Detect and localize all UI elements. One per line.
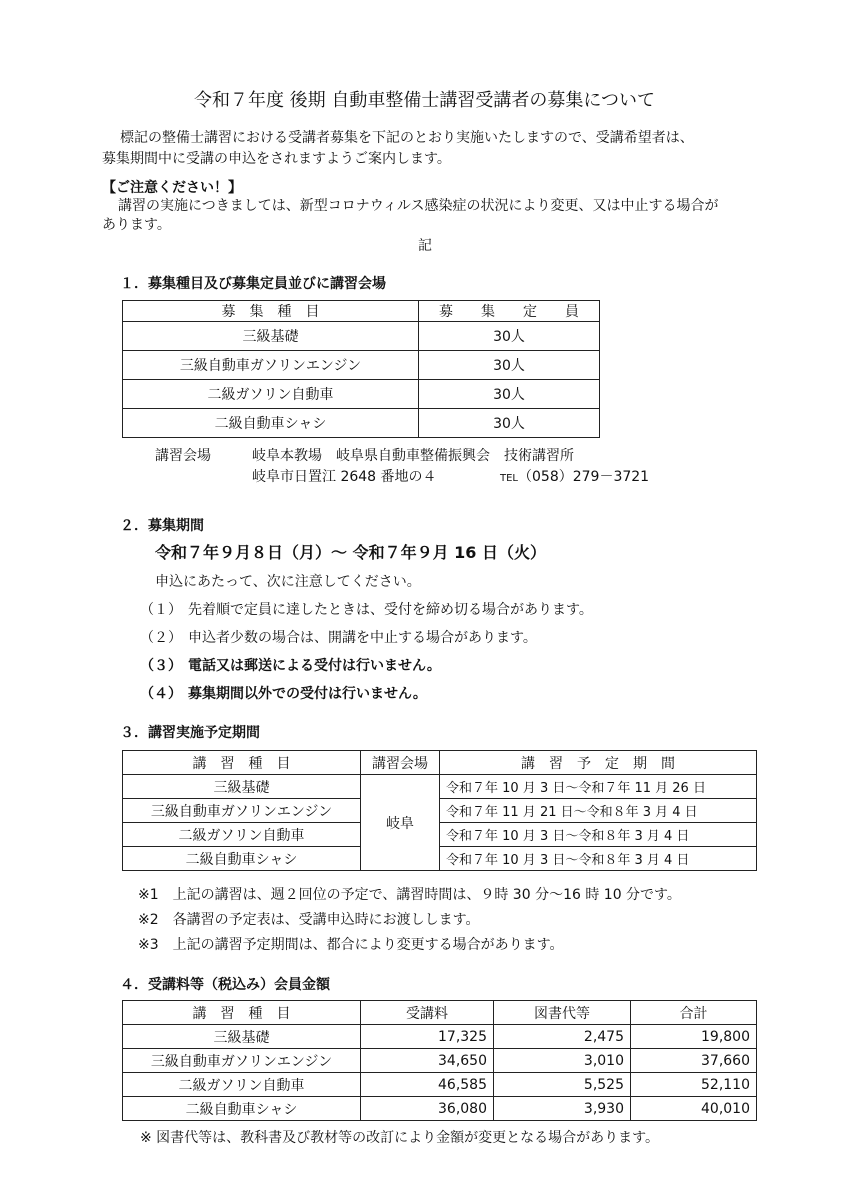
course-cell: 二級自動車シャシ xyxy=(123,409,419,438)
table-row xyxy=(123,823,757,847)
phone-number xyxy=(500,467,649,489)
venue-label: 講習会場 xyxy=(155,448,211,464)
schedule-note-1: ※1 上記の講習は、週２回位の予定で、講習時間は、９時 30 分～16 時 10 分です。 xyxy=(138,887,681,903)
note-text: 募集期間以外での受付は行いません。 xyxy=(188,686,427,702)
header-period: 講 習 予 定 期 間 xyxy=(440,751,757,775)
header-total: 合計 xyxy=(631,1001,757,1025)
table-row xyxy=(123,1025,757,1049)
table-row xyxy=(123,1097,757,1121)
fee-cell: 34,650 xyxy=(361,1049,494,1073)
note-1 xyxy=(140,600,593,621)
books-cell: 2,475 xyxy=(494,1025,631,1049)
header-course: 講 習 種 目 xyxy=(123,751,361,775)
table-row xyxy=(123,847,757,871)
course-cell: 二級ガソリン自動車 xyxy=(123,1073,361,1097)
note-text: 先着順で定員に達したときは、受付を締め切る場合があります。 xyxy=(188,602,593,618)
header-course: 募 集 種 目 xyxy=(123,301,419,322)
table-row xyxy=(123,775,757,799)
table-header-row xyxy=(123,301,600,322)
note-number: （３） xyxy=(140,658,182,674)
fee-table xyxy=(122,1000,757,1121)
table-row xyxy=(123,409,600,438)
note-2 xyxy=(140,628,537,649)
header-capacity: 募 集 定 員 xyxy=(419,301,600,322)
course-cell: 三級自動車ガソリンエンジン xyxy=(123,351,419,380)
capacity-cell: 30人 xyxy=(419,322,600,351)
table-row xyxy=(123,1049,757,1073)
notice-line-2: あります。 xyxy=(102,217,171,233)
capacity-cell: 30人 xyxy=(419,409,600,438)
course-cell: 三級基礎 xyxy=(123,322,419,351)
note-3 xyxy=(140,656,441,677)
table-header-row xyxy=(123,751,757,775)
note-number: （２） xyxy=(140,630,182,646)
recruit-table xyxy=(122,300,600,438)
period-cell: 令和７年 10 月 3 日～令和８年 3 月 4 日 xyxy=(440,823,757,847)
total-cell: 40,010 xyxy=(631,1097,757,1121)
course-cell: 三級基礎 xyxy=(123,775,361,799)
books-cell: 3,930 xyxy=(494,1097,631,1121)
books-cell: 3,010 xyxy=(494,1049,631,1073)
note-4 xyxy=(140,684,427,705)
recruit-period: 令和７年９月８日（月）～ 令和７年９月 16 日（火） xyxy=(155,543,546,562)
venue-name: 岐阜本教場 岐阜県自動車整備振興会 技術講習所 xyxy=(252,448,574,464)
header-venue: 講習会場 xyxy=(361,751,440,775)
capacity-cell: 30人 xyxy=(419,351,600,380)
header-books: 図書代等 xyxy=(494,1001,631,1025)
note-intro: 申込にあたって、次に注意してください。 xyxy=(155,574,421,590)
schedule-note-3: ※3 上記の講習予定期間は、都合により変更する場合があります。 xyxy=(138,937,564,953)
tel-number: （058）279－3721 xyxy=(518,469,650,485)
intro-line-2: 募集期間中に受講の申込をされますようご案内します。 xyxy=(102,151,451,167)
section3-heading: ３．講習実施予定期間 xyxy=(120,725,260,741)
notice-heading: 【ご注意ください！】 xyxy=(102,180,242,196)
section1-heading: １．募集種目及び募集定員並びに講習会場 xyxy=(120,276,386,292)
section2-heading: ２．募集期間 xyxy=(120,518,204,534)
schedule-table xyxy=(122,750,757,871)
course-cell: 二級自動車シャシ xyxy=(123,847,361,871)
page-title: 令和７年度 後期 自動車整備士講習受講者の募集について xyxy=(193,90,656,111)
course-cell: 三級自動車ガソリンエンジン xyxy=(123,799,361,823)
intro-line-1: 標記の整備士講習における受講者募集を下記のとおり実施いたしますので、受講希望者は、 xyxy=(120,130,694,146)
table-row xyxy=(123,799,757,823)
notice-line-1: 講習の実施につきましては、新型コロナウィルス感染症の状況により変更、又は中止する場合が xyxy=(118,198,719,214)
total-cell: 19,800 xyxy=(631,1025,757,1049)
note-number: （４） xyxy=(140,686,182,702)
course-cell: 二級自動車シャシ xyxy=(123,1097,361,1121)
section4-heading: ４．受講料等（税込み）会員金額 xyxy=(120,977,330,993)
table-row xyxy=(123,1073,757,1097)
note-number: （１） xyxy=(140,602,182,618)
period-cell: 令和７年 10 月 3 日～令和８年 3 月 4 日 xyxy=(440,847,757,871)
total-cell: 37,660 xyxy=(631,1049,757,1073)
course-cell: 三級自動車ガソリンエンジン xyxy=(123,1049,361,1073)
fee-note: ※ 図書代等は、教科書及び教材等の改訂により金額が変更となる場合があります。 xyxy=(140,1130,660,1146)
course-cell: 二級ガソリン自動車 xyxy=(123,380,419,409)
venue-address: 岐阜市日置江 2648 番地の４ xyxy=(252,469,437,485)
table-row xyxy=(123,322,600,351)
header-course: 講 習 種 目 xyxy=(123,1001,361,1025)
course-cell: 三級基礎 xyxy=(123,1025,361,1049)
period-cell: 令和７年 10 月 3 日～令和７年 11 月 26 日 xyxy=(440,775,757,799)
tel-label: TEL xyxy=(500,473,518,484)
capacity-cell: 30人 xyxy=(419,380,600,409)
fee-cell: 17,325 xyxy=(361,1025,494,1049)
note-text: 電話又は郵送による受付は行いません。 xyxy=(188,658,441,674)
ki-mark: 記 xyxy=(418,238,432,254)
books-cell: 5,525 xyxy=(494,1073,631,1097)
header-fee: 受講料 xyxy=(361,1001,494,1025)
table-row xyxy=(123,351,600,380)
fee-cell: 36,080 xyxy=(361,1097,494,1121)
note-text: 申込者少数の場合は、開講を中止する場合があります。 xyxy=(188,630,537,646)
table-row xyxy=(123,380,600,409)
schedule-note-2: ※2 各講習の予定表は、受講申込時にお渡しします。 xyxy=(138,912,480,928)
period-cell: 令和７年 11 月 21 日～令和８年 3 月 4 日 xyxy=(440,799,757,823)
table-header-row xyxy=(123,1001,757,1025)
fee-cell: 46,585 xyxy=(361,1073,494,1097)
course-cell: 二級ガソリン自動車 xyxy=(123,823,361,847)
venue-cell: 岐阜 xyxy=(361,775,440,871)
total-cell: 52,110 xyxy=(631,1073,757,1097)
